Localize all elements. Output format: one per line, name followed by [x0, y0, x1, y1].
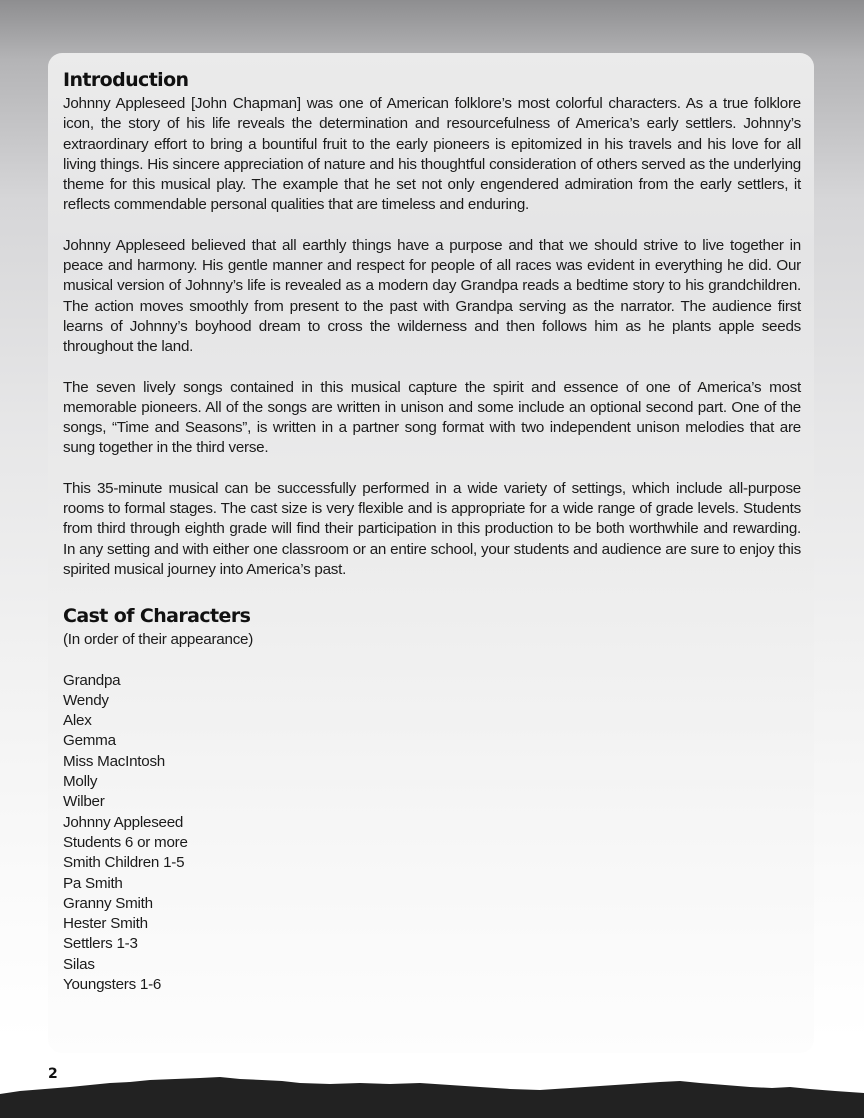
cast-list-item: Hester Smith	[63, 915, 148, 933]
intro-paragraph-2: Johnny Appleseed believed that all earthly things have a purpose and that we should strive to live together in peace and harmony. His gentle manner and respect for people of all races was evident in everything he did. Our musical version of Johnny’s life is revealed as a modern day Grandpa reads a bedtime story to his grandchildren. The action moves smoothly from present to the past with Grandpa serving as the narrator. The audience first learns of Johnny’s boyhood dream to cross the wilderness and then follows him as he plants apple seeds throughout the land.	[63, 236, 801, 356]
page-content	[63, 66, 801, 995]
cast-list-item: Molly	[63, 773, 98, 791]
cast-list-item: Gemma	[63, 732, 116, 750]
intro-paragraph-4: This 35-minute musical can be successfully performed in a wide variety of settings, which include all-purpose rooms to formal stages. The cast size is very flexible and is appropriate for a wide range of grade levels. Students from third through eighth grade will find their participation in this production to be both worthwhile and rewarding. In any setting and with either one classroom or an entire school, your students and audience are sure to enjoy this spirited musical journey into America’s past.	[63, 479, 801, 578]
page-number: 2	[48, 1066, 58, 1082]
cast-list-item: Wendy	[63, 691, 109, 709]
cast-order-note: (In order of their appearance)	[63, 631, 254, 649]
cast-heading: Cast of Characters	[63, 605, 251, 628]
cast-list	[63, 671, 801, 996]
cast-list-item: Pa Smith	[63, 874, 123, 892]
introduction-heading: Introduction	[63, 69, 189, 91]
cast-list-item: Wilber	[63, 793, 105, 811]
ground-silhouette	[0, 1070, 864, 1118]
cast-list-item: Miss MacIntosh	[63, 752, 165, 770]
intro-paragraph-3: The seven lively songs contained in this musical capture the spirit and essence of one of America’s most memorable pioneers. All of the songs are written in unison and some include an optional second part. One of the songs, “Time and Seasons”, is written in a partner song format with two independent unison melodies that are sung together in the third verse.	[63, 378, 801, 457]
cast-list-item: Johnny Appleseed	[63, 813, 184, 831]
cast-list-item: Students 6 or more	[63, 833, 188, 851]
cast-list-item: Alex	[63, 712, 92, 730]
intro-paragraph-1: Johnny Appleseed [John Chapman] was one of American folklore’s most colorful characters. As a true folklore icon, the story of his life reveals the determination and resourcefulness of America’s early settlers. Johnny’s extraordinary effort to bring a bountiful fruit to the early pioneers is epitomized in his travels and his love for all living things. His sincere appreciation of nature and his thoughtful consideration of others served as the underlying theme for this musical play. The example that he set not only engendered admiration from the early settlers, it reflects commendable personal qualities that are timeless and enduring.	[63, 95, 801, 214]
cast-list-item: Silas	[63, 955, 95, 973]
cast-list-item: Granny Smith	[63, 894, 153, 912]
cast-list-item: Smith Children 1-5	[63, 854, 185, 872]
cast-list-item: Grandpa	[63, 671, 121, 689]
cast-list-item: Settlers 1-3	[63, 935, 138, 953]
cast-list-item: Youngsters 1-6	[63, 975, 162, 993]
